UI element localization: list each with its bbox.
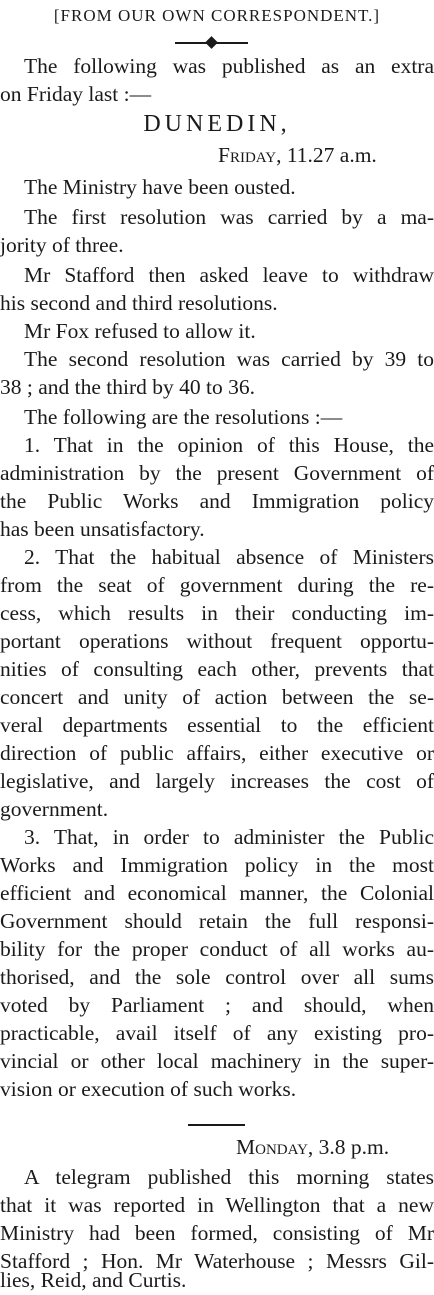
- dateline-clock: 11.27 a.m.: [286, 143, 377, 167]
- resolution-line: bility for the proper conduct of all works au-: [0, 937, 434, 961]
- resolution-line: veral departments essential to the efficient: [0, 713, 434, 737]
- news-item: Mr Stafford then asked leave to withdraw: [24, 263, 434, 287]
- resolution-line: from the seat of government during the re-: [0, 573, 434, 597]
- resolution-line: the Public Works and Immigration policy: [0, 489, 434, 513]
- resolution-line: concert and unity of action between the se-: [0, 685, 434, 709]
- telegram-line: Ministry had been formed, consisting of Mr: [0, 1221, 434, 1245]
- resolution-line: portant operations without frequent opportu-: [0, 629, 434, 653]
- resolution-line: thorised, and the sole control over all sums: [0, 965, 434, 989]
- second-dateline: [236, 1133, 428, 1161]
- dateline-place: DUNEDIN,: [143, 111, 291, 137]
- resolution-line: administration by the present Government of: [0, 461, 434, 485]
- resolution-line: 1. That in the opinion of this House, the: [24, 433, 434, 457]
- news-item: The second resolution was carried by 39 to: [24, 347, 434, 371]
- resolution-line: vision or execution of such works.: [0, 1077, 297, 1101]
- news-item: The following are the resolutions :—: [24, 405, 343, 429]
- intro-line: The following was published as an extra: [24, 54, 434, 78]
- resolution-line: legislative, and largely increases the cost of: [0, 769, 434, 793]
- resolution-line: Government should retain the full responsi-: [0, 909, 434, 933]
- telegram-line: A telegram published this morning states: [24, 1165, 434, 1189]
- resolution-line: Works and Immigration policy in the most: [0, 853, 434, 877]
- telegram-line: Stafford ; Hon. Mr Waterhouse ; Messrs Gil-: [0, 1249, 434, 1273]
- resolution-line: nities of consulting each other, prevents that: [0, 657, 434, 681]
- resolution-line: government.: [0, 797, 109, 821]
- resolution-line: efficient and economical manner, the Colonial: [0, 881, 434, 905]
- resolution-line: practicable, avail itself of any existing pro-: [0, 1021, 434, 1045]
- telegram-line: that it was reported in Wellington that a new: [0, 1193, 434, 1217]
- resolution-line: 3. That, in order to administer the Public: [24, 825, 434, 849]
- diamond-ornament: [205, 36, 218, 49]
- telegram-line: lies, Reid, and Curtis.: [0, 1268, 187, 1292]
- dateline-time: [218, 141, 428, 169]
- intro-line: on Friday last :—: [0, 82, 152, 106]
- resolution-line: 2. That the habitual absence of Ministers: [24, 545, 434, 569]
- second-dateline-time: 3.8 p.m.: [318, 1135, 390, 1159]
- news-item: jority of three.: [0, 233, 124, 257]
- section-divider: [188, 1124, 245, 1126]
- news-item: The Ministry have been ousted.: [24, 175, 296, 199]
- news-item: The first resolution was carried by a ma-: [24, 205, 434, 229]
- dateline-day: Friday,: [218, 143, 282, 167]
- second-dateline-day: Monday,: [236, 1135, 314, 1159]
- resolution-line: cess, which results in their conducting im-: [0, 601, 434, 625]
- news-item: his second and third resolutions.: [0, 291, 278, 315]
- news-item: 38 ; and the third by 40 to 36.: [0, 375, 255, 399]
- news-item: Mr Fox refused to allow it.: [24, 319, 256, 343]
- resolution-line: vincial or other local machinery in the super-: [0, 1049, 434, 1073]
- resolution-line: direction of public affairs, either executive or: [0, 741, 434, 765]
- correspondent-header: [FROM OUR OWN CORRESPONDENT.]: [53, 6, 381, 25]
- resolution-line: has been unsatisfactory.: [0, 517, 205, 541]
- resolution-line: voted by Parliament ; and should, when: [0, 993, 434, 1017]
